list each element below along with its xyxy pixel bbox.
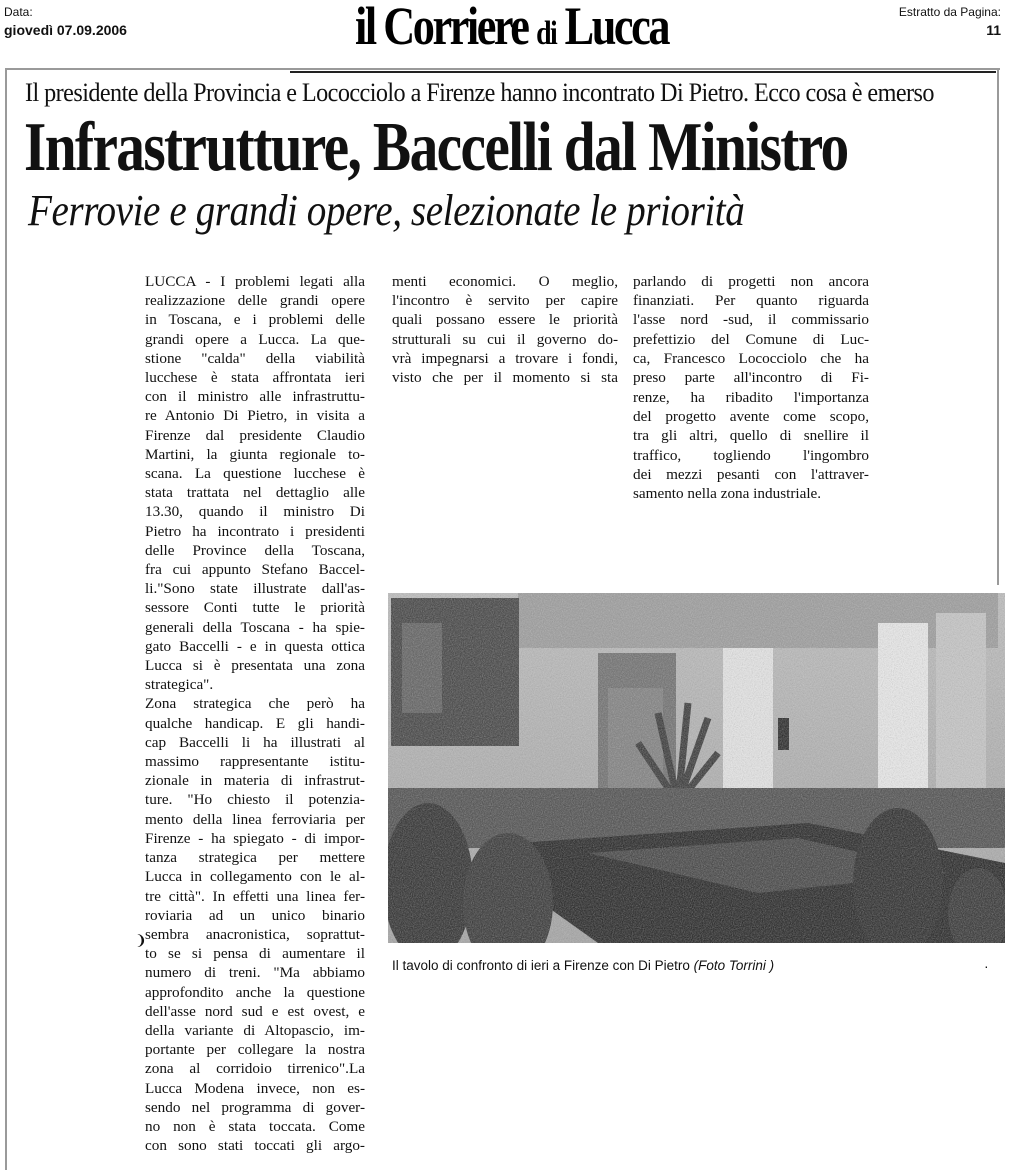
article-column-1 bbox=[145, 272, 365, 1155]
article-line: Firenze - ha spiegato - di impor- bbox=[145, 829, 365, 847]
article-line: Pietro ha incontrato i presidenti bbox=[145, 522, 365, 540]
article-frame-right-border bbox=[997, 68, 999, 585]
article-line: Zona strategica che però ha bbox=[145, 695, 365, 713]
photo-caption-text: Il tavolo di confronto di ieri a Firenze con Di Pietro bbox=[392, 958, 694, 973]
article-line: samento nella zona industriale. bbox=[633, 485, 822, 503]
article-line: strutturali su cui il governo do- bbox=[392, 330, 618, 348]
article-line: sendo nel programma di gover- bbox=[145, 1098, 365, 1116]
article-line: prefettizio del Comune di Luc- bbox=[633, 330, 869, 348]
article-line: portante per collegare la nostra bbox=[145, 1041, 365, 1059]
article-line: LUCCA - I problemi legati alla bbox=[145, 273, 365, 290]
article-line: in Toscana, e i problemi delle bbox=[145, 311, 365, 329]
article-line: gato Baccelli - e in questa ottica bbox=[145, 637, 365, 655]
masthead-suffix: Lucca bbox=[556, 0, 669, 56]
article-line: con sono stati toccati gli argo- bbox=[145, 1137, 365, 1155]
article-line: qualche handicap. E gli handi- bbox=[145, 714, 365, 732]
article-column-2 bbox=[392, 272, 618, 387]
article-subheadline: Ferrovie e grandi opere, selezionate le priorità bbox=[28, 186, 745, 235]
article-line: l'asse nord -sud, il commissario bbox=[633, 311, 869, 329]
article-line: finanziati. Per quanto riguarda bbox=[633, 292, 869, 310]
photo-meeting-room bbox=[388, 593, 1005, 943]
article-line: quali possano essere le priorità bbox=[392, 311, 618, 329]
article-line: menti economici. O meglio, bbox=[392, 273, 618, 290]
article-line: parlando di progetti non ancora bbox=[633, 273, 869, 290]
article-line: dei mezzi pesanti con l'attraver- bbox=[633, 465, 869, 483]
date-label: Data: bbox=[4, 5, 33, 19]
article-line: ture. "Ho chiesto il potenzia- bbox=[145, 791, 365, 809]
masthead-di: di bbox=[536, 15, 557, 52]
date-value: giovedì 07.09.2006 bbox=[4, 22, 127, 38]
article-line: Lucca si è presentata una zona bbox=[145, 657, 365, 675]
article-line: sembra anacronistica, soprattut- bbox=[145, 925, 365, 943]
photo-grain bbox=[388, 593, 1005, 943]
article-line: zionale in materia di infrastrut- bbox=[145, 772, 365, 790]
article-line: delle Province della Toscana, bbox=[145, 541, 365, 559]
article-line: lucchese è stata affrontata ieri bbox=[145, 369, 365, 387]
article-line: approfondito anche la questione bbox=[145, 983, 365, 1001]
article-line: sessore Conti tutte le priorità bbox=[145, 599, 365, 617]
article-photo bbox=[388, 593, 1005, 943]
page-number: 11 bbox=[986, 22, 1001, 38]
masthead-prefix: il Corriere bbox=[354, 0, 537, 56]
article-line: preso parte all'incontro di Fi- bbox=[633, 369, 869, 387]
article-line: vrà impegnarsi a trovare i fondi, bbox=[392, 349, 618, 367]
article-line: fra cui appunto Stefano Baccel- bbox=[145, 561, 365, 579]
article-column-3 bbox=[633, 272, 869, 387]
article-line: li."Sono state illustrate dall'as- bbox=[145, 580, 365, 598]
newspaper-masthead bbox=[92, 0, 931, 66]
article-headline: Infrastrutture, Baccelli dal Ministro bbox=[24, 109, 848, 186]
article-line: Lucca Modena invece, non es- bbox=[145, 1079, 365, 1097]
article-line: renze, ha ribadito l'importanza bbox=[633, 389, 869, 406]
article-line: roviaria ad un unico binario bbox=[145, 906, 365, 924]
photo-caption bbox=[392, 958, 774, 973]
article-line: ca, Francesco Lococciolo che ha bbox=[633, 349, 869, 367]
article-line: stione "calda" della viabilità bbox=[145, 349, 365, 367]
article-line: no non è stata toccata. Come bbox=[145, 1117, 365, 1135]
article-line: Firenze dal presidente Claudio bbox=[145, 426, 365, 444]
article-line: generali della Toscana - ha spie- bbox=[145, 618, 365, 636]
article-line: con il ministro alle infrastruttu- bbox=[145, 388, 365, 406]
header-rule bbox=[290, 71, 996, 73]
article-line: 13.30, quando il ministro Di bbox=[145, 503, 365, 521]
page-label: Estratto da Pagina: bbox=[898, 5, 1001, 19]
article-column-3-continued bbox=[633, 388, 869, 503]
article-line: Martini, la giunta regionale to- bbox=[145, 445, 365, 463]
article-line: stata trattata nel dettaglio alle bbox=[145, 484, 365, 502]
article-line: re Antonio Di Pietro, in visita a bbox=[145, 407, 365, 425]
article-line: numero di treni. "Ma abbiamo bbox=[145, 964, 365, 982]
article-line: traffico, togliendo l'ingombro bbox=[633, 446, 869, 464]
article-line: to se si pensa di aumentare il bbox=[145, 945, 365, 963]
article-line: tra gli altri, quello di snellire il bbox=[633, 427, 869, 445]
article-line: dell'asse nord sud e est ovest, e bbox=[145, 1002, 365, 1020]
article-line: zona al corridoio tirrenico".La bbox=[145, 1060, 365, 1078]
article-line: tre città". In effetti una linea fer- bbox=[145, 887, 365, 905]
article-line: l'incontro è servito per capire bbox=[392, 292, 618, 310]
continuation-marker-icon: ❩ bbox=[135, 933, 147, 949]
article-line: della variante di Altopascio, im- bbox=[145, 1021, 365, 1039]
article-line: tanza strategica per mettere bbox=[145, 849, 365, 867]
article-line: realizzazione delle grandi opere bbox=[145, 292, 365, 310]
article-line: massimo rappresentante istitu- bbox=[145, 753, 365, 771]
stray-dot: · bbox=[984, 958, 989, 974]
article-line: Lucca in collegamento con le al- bbox=[145, 868, 365, 886]
article-line: strategica". bbox=[145, 676, 214, 694]
article-line: visto che per il momento si sta bbox=[392, 369, 618, 387]
article-kicker: Il presidente della Provincia e Lococciolo a Firenze hanno incontrato Di Pietro. Ecco cosa è emerso bbox=[25, 78, 934, 107]
article-line: mento della linea ferroviaria per bbox=[145, 810, 365, 828]
article-line: del progetto avente come scopo, bbox=[633, 408, 869, 426]
article-line: grandi opere a Lucca. La que- bbox=[145, 330, 365, 348]
photo-credit: (Foto Torrini ) bbox=[693, 958, 775, 973]
article-line: cap Baccelli li ha illustrati al bbox=[145, 733, 365, 751]
article-line: scana. La questione lucchese è bbox=[145, 465, 365, 483]
